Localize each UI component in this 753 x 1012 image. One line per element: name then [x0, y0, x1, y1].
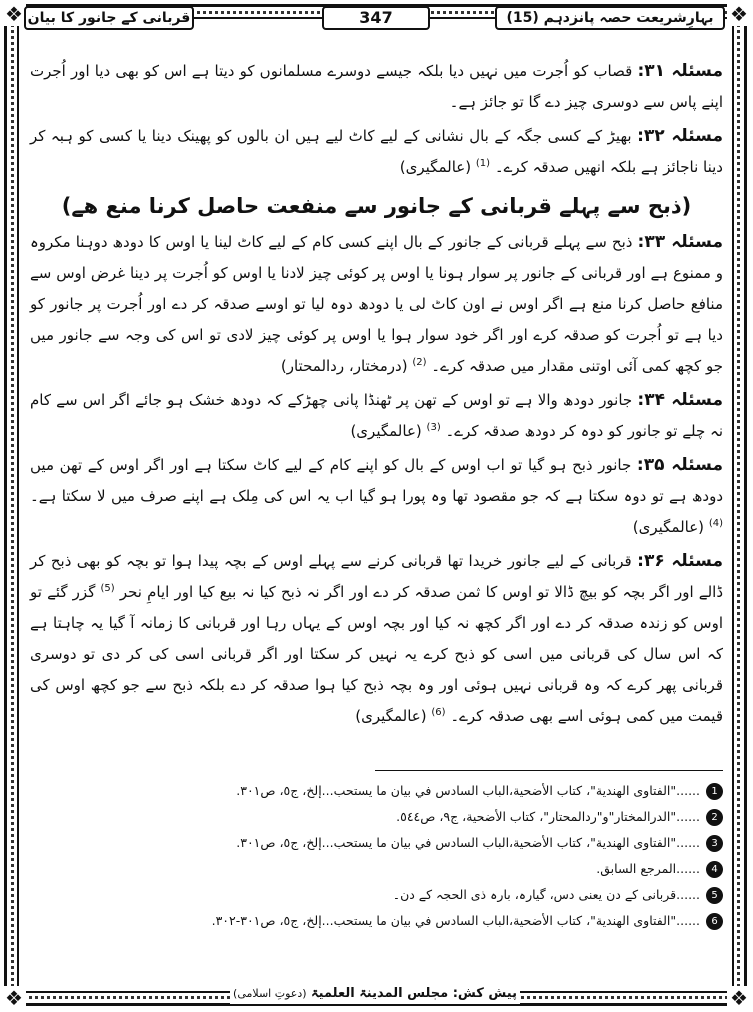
masala-text: قصاب کو اُجرت میں نہیں دیا بلکہ جیسے دوسرے مسلمانوں کو دیتا ہے اس کو بھی دیا اور اُجرت اپنے پاس سے دوسری چیز دے گا تو جائز ہے۔ [30, 62, 723, 111]
footnote-divider [375, 770, 723, 771]
footnote-text: ......"الدرالمختار"و"ردالمحتار"، كتاب الأضحية، ج٩، ص٥٤٤. [396, 809, 700, 824]
masala-text: جانور ذبح ہو گیا تو اب اوس کے بال کو اپنے کام کے لیے کاٹ سکتا ہے اور اگر اوس کے تھن میں دودھ ہے تو دوہ سکتا ہے کہ جو مقصود تھا وہ پورا ہو گیا اب یہ اس کی مِلک ہے اپنے صرف میں لا سکتا ہے۔ [30, 456, 723, 505]
masala-label: مسئلہ ۳۴: [637, 390, 723, 410]
footnote-number: 5 [706, 887, 723, 904]
footer-publisher: مجلس المدینۃ العلمیۃ [311, 986, 449, 1001]
book-title: بہارِشریعت حصہ پانزدہم (15) [495, 6, 725, 30]
masala-35 [30, 450, 723, 543]
footnote-item [30, 908, 723, 934]
footnote-item [30, 856, 723, 882]
page-number: 347 [322, 6, 430, 30]
masala-text: قربانی کے لیے جانور خریدا تھا قربانی کرنے سے پہلے اوس کے بچہ پیدا ہوا تو بچہ کو بھی ذبح کر ڈالے اور اگر بچہ کو بیچ ڈالا تو اوس کا ثمن صدقہ کر دے اور اگر نہ ذبح کیا نہ بیع کیا اور ایامِ نحر [30, 552, 724, 601]
source-citation: (عالمگیری) [355, 707, 427, 725]
footnote-number: 4 [706, 861, 723, 878]
masala-36 [30, 546, 723, 732]
footnote-text: ......المرجع السابق. [596, 861, 700, 876]
footnote-ref[interactable]: (6) [431, 707, 446, 718]
masala-label: مسئلہ ۳۳: [637, 232, 723, 252]
masala-32 [30, 121, 723, 183]
masala-text: بھیڑ کے کسی جگہ کے بال نشانی کے لیے کاٹ لیے ہیں ان بالوں کو پھینک دینا یا کسی کو ہبہ کر دینا ناجائز ہے بلکہ انھیں صدقہ کرے۔ [30, 127, 723, 176]
masala-31 [30, 56, 723, 118]
footer-tag: (دعوتِ اسلامی) [233, 987, 307, 1000]
masala-label: مسئلہ ۳۲: [637, 126, 723, 146]
footnote-text: ......"الفتاوى الهندية"، كتاب الأضحية،الباب السادس في بيان ما يستحب...إلخ، ج٥، ص٣٠١-٣٠٢. [211, 913, 700, 928]
masala-34 [30, 385, 723, 447]
source-citation: (عالمگیری) [399, 158, 472, 176]
footnote-ref[interactable]: (3) [426, 422, 441, 433]
footnote-number: 1 [706, 783, 723, 800]
footnotes [30, 778, 723, 934]
corner-ornament-icon: ❖ [2, 986, 26, 1010]
footnote-ref[interactable]: (4) [708, 518, 723, 529]
masala-text: ذبح سے پہلے قربانی کے جانور کے بال اپنے کسی کام کے لیے کاٹ لینا یا اوس کا دودھ دوہنا مکروہ و ممنوع ہے اور قربانی کے جانور پر سوار ہونا یا اوس پر کوئی چیز لادنا یا اوس کو اُجرت پر دینا غرض اوس سے منافع حاصل کرنا منع ہے اگر اوس نے اون کاٹ لی یا دودھ دوہ لیا تو اوسے صدقہ کر دے اور اُجرت پر جانور کو دیا ہے تو اُجرت کو صدقہ کرے اور اگر خود سوار ہوا یا اوس پر کوئی چیز لادی تو اس کی وجہ سے جانور میں جو کچھ کمی آئی اوتنی مقدار میں صدقہ کرے۔ [30, 233, 723, 375]
chapter-title: قربانی کے جانور کا بیان [24, 6, 194, 30]
footnote-number: 2 [706, 809, 723, 826]
corner-ornament-icon: ❖ [727, 2, 751, 26]
footnote-ref[interactable]: (5) [100, 583, 115, 594]
footnote-item [30, 882, 723, 908]
footnote-ref[interactable]: (1) [475, 158, 491, 169]
publisher-footer [230, 984, 520, 1004]
corner-ornament-icon: ❖ [2, 2, 26, 26]
section-heading: (ذبح سے پہلے قربانی کے جانور سے منفعت حاصل کرنا منع ھے) [61, 194, 692, 218]
corner-ornament-icon: ❖ [727, 986, 751, 1010]
footnote-text: ......"الفتاوى الهندية"، كتاب الأضحية،الباب السادس في بيان ما يستحب...إلخ، ج٥، ص٣٠١. [236, 835, 700, 850]
source-citation: (عالمگیری) [350, 422, 422, 440]
footnote-text: ......"الفتاوى الهندية"، كتاب الأضحية،الباب السادس في بيان ما يستحب...إلخ، ج٥، ص٣٠١. [236, 783, 700, 798]
masala-label: مسئلہ ۳۱: [637, 61, 723, 81]
footnote-number: 6 [706, 913, 723, 930]
footnote-item [30, 778, 723, 804]
source-citation: (عالمگیری) [632, 518, 705, 536]
footnote-text: ......قربانی کے دن یعنی دس، گیارہ، بارہ ذی الحجہ کے دن۔ [392, 887, 700, 902]
source-citation: (درمختار، ردالمحتار) [280, 357, 408, 375]
masala-label: مسئلہ ۳۵: [636, 455, 723, 475]
masala-33 [30, 227, 723, 382]
masala-label: مسئلہ ۳۶: [637, 551, 723, 571]
footer-prefix: پیش کش: [452, 986, 517, 1001]
footnote-ref[interactable]: (2) [412, 357, 427, 368]
footnote-item [30, 830, 723, 856]
masala-text-continued: گزر گئے تو اوس کو زندہ صدقہ کر دے اور اگر کچھ نہ کیا اور بچہ اوس کے یہاں رہا اور قربانی کا زمانہ آ گیا یہ چاہتا ہے کہ اس سال کی قربانی میں اسی کو ذبح کرے یہ نہیں کر سکتا اور اگر قربانی اسی کی کر دی تو دوسری قربانی پھر کرے کہ وہ قربانی نہیں ہوئی اور وہ بچہ ذبح کیا ہوا صدقہ کر دے بلکہ ذبح سے جو کچھ اوس کی قیمت میں کمی ہوئی اسے بھی صدقہ کرے۔ [30, 583, 723, 725]
masala-text: جانور دودھ والا ہے تو اوس کے تھن پر ٹھنڈا پانی چھڑکے کہ دودھ خشک ہو جائے اگر اس سے کام نہ چلے تو جانور کو دوہ کر دودھ صدقہ کرے۔ [30, 391, 723, 440]
footnote-item [30, 804, 723, 830]
footnote-number: 3 [706, 835, 723, 852]
page-body [30, 56, 723, 735]
